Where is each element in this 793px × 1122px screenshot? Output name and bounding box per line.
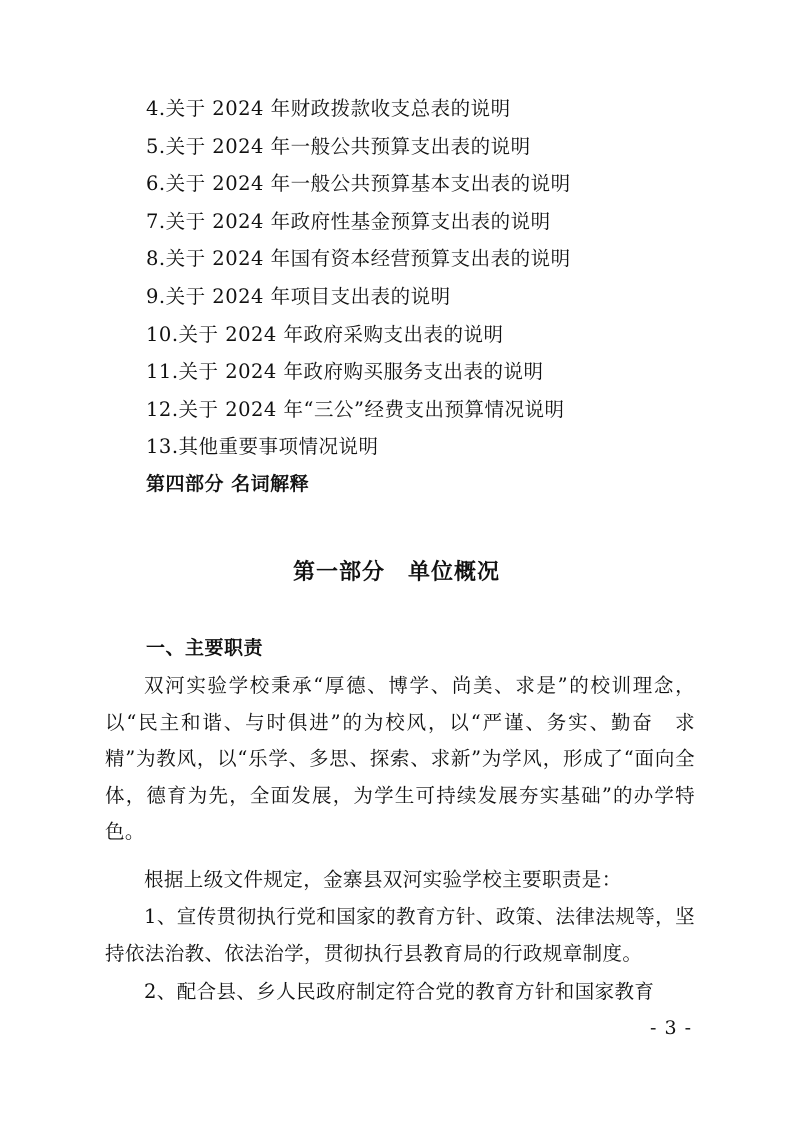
toc-part-four: 第四部分 名词解释 [146, 472, 310, 495]
body-paragraph-block [105, 862, 695, 899]
toc-item: 13.其他重要事项情况说明 [146, 435, 379, 459]
toc-item: 5.关于 2024 年一般公共预算支出表的说明 [146, 134, 531, 158]
body-paragraph: 2、配合县、乡人民政府制定符合党的教育方针和国家教育 [144, 980, 655, 1003]
toc-item: 11.关于 2024 年政府购买服务支出表的说明 [146, 360, 544, 384]
toc-item: 9.关于 2024 年项目支出表的说明 [146, 284, 451, 308]
body-paragraph-block [105, 974, 695, 1011]
body-paragraph-block [105, 668, 695, 851]
toc-item: 6.关于 2024 年一般公共预算基本支出表的说明 [146, 172, 571, 196]
body-paragraph: 双河实验学校秉承“厚德、博学、尚美、求是”的校训理念，以“民主和谐、与时俱进”的为校风，以“严谨、务实、勤奋 求精”为教风，以“乐学、多思、探索、求新”为学风，形成了“面向全体，德育为先，全面发展，为学生可持续发展夯实基础”的办学特色。 [105, 674, 695, 844]
body-paragraph: 1、宣传贯彻执行党和国家的教育方针、政策、法律法规等，坚持依法治教、依法治学，贯彻执行县教育局的行政规章制度。 [105, 905, 695, 965]
toc-item: 8.关于 2024 年国有资本经营预算支出表的说明 [146, 247, 571, 271]
toc-item: 4.关于 2024 年财政拨款收支总表的说明 [146, 97, 511, 120]
toc-item: 12.关于 2024 年“三公”经费支出预算情况说明 [146, 397, 565, 421]
body-paragraph-block [105, 899, 695, 972]
page-number: - 3 - [650, 1017, 693, 1039]
toc-item: 10.关于 2024 年政府采购支出表的说明 [146, 322, 504, 346]
toc-item: 7.关于 2024 年政府性基金预算支出表的说明 [146, 209, 551, 233]
table-of-contents [146, 90, 706, 504]
part-title: 第一部分 单位概况 [292, 560, 500, 585]
body-paragraph: 根据上级文件规定，金寨县双河实验学校主要职责是： [144, 868, 622, 891]
section-heading: 一、主要职责 [146, 637, 264, 659]
